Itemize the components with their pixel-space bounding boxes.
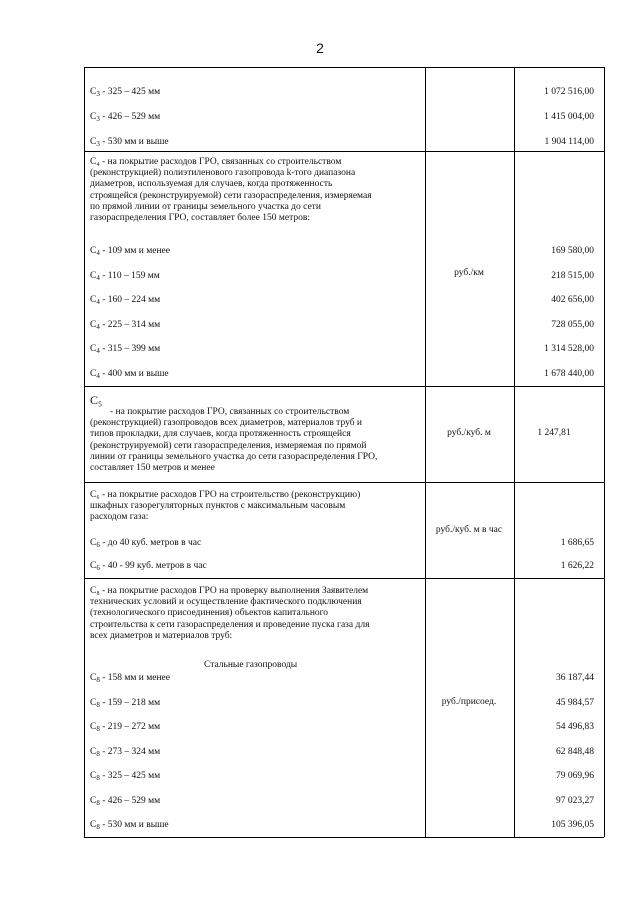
c8-desc-line: строительства к сети газораспределения и проведение пуска газа для (90, 619, 370, 630)
c6-item-value: 1 626,22 (560, 561, 594, 571)
c3-subscript: 3 (96, 90, 100, 98)
c6-desc-line: расходом газа: (90, 512, 149, 523)
c3-range-text: - 426 – 529 мм (99, 112, 161, 122)
c8-range-text: - 219 – 272 мм (99, 722, 161, 732)
c8-symbol: С (90, 673, 97, 683)
c5-description (90, 394, 418, 474)
c8-unit: руб./присоед. (441, 697, 497, 707)
c4-subscript: 4 (96, 249, 100, 257)
c6-symbol: С (90, 538, 97, 548)
c3-item-value: 1 904 114,00 (544, 137, 594, 147)
c5-unit: руб./куб. м (447, 428, 491, 438)
c8-item-value: 62 848,48 (556, 746, 594, 757)
c4-item-value: 218 515,00 (551, 270, 594, 281)
c8-item-label (90, 747, 160, 760)
c4-symbol: С (90, 295, 97, 305)
c8-desc-line: всех диаметров и материалов труб: (90, 630, 233, 641)
table-content (84, 0, 604, 905)
c3-item-label (90, 137, 169, 150)
c6-unit: руб./куб. м в час (435, 525, 503, 535)
c8-range-text: - 159 – 218 мм (99, 697, 161, 708)
c4-item-value: 1 314 528,00 (544, 344, 594, 354)
c5-symbol: С₅ (90, 393, 103, 407)
c8-item-value: 45 984,57 (556, 697, 594, 708)
c8-desc-line: С₈ - на покрытие расходов ГРО на проверку выполнения Заявителем (90, 586, 369, 596)
c8-item-label (90, 796, 160, 809)
c4-subscript: 4 (96, 322, 100, 331)
c3-symbol: С (90, 87, 97, 97)
c4-item-value: 169 580,00 (551, 246, 594, 256)
c8-subscript: 8 (96, 725, 100, 733)
c8-range-text: - 426 – 529 мм (99, 795, 161, 806)
c4-desc-line: строящейся (реконструируемой) сети газораспределения, измеряемая (90, 190, 372, 201)
c3-item-label (90, 87, 160, 100)
c4-range-text: - 109 мм и менее (99, 246, 170, 256)
c6-item-label (90, 561, 207, 574)
c4-symbol: С (90, 344, 97, 354)
c4-desc-line: по прямой линии от границы земельного участка до сети (90, 201, 321, 212)
c8-item-label (90, 698, 160, 711)
page-number: 2 (316, 40, 324, 56)
c6-desc-line: С₆ - на покрытие расходов ГРО на строительство (реконструкцию) (90, 490, 361, 500)
c3-symbol: С (90, 137, 97, 147)
c5-value: 1 247,81 (537, 428, 571, 438)
c4-desc-line: (реконструкцией) полиэтиленового газопровода k-того диапазона (90, 168, 356, 179)
c6-desc-line: шкафных газорегуляторных пунктов с максимальным часовым (90, 501, 346, 512)
c4-item-label (90, 320, 160, 333)
c5-desc-line: (реконструкцией) газопроводов всех диаметров, материалов труб и (90, 418, 362, 429)
c8-item-label (90, 673, 170, 686)
c4-item-label (90, 295, 160, 308)
c3-symbol: С (90, 112, 97, 122)
c6-subscript: 6 (96, 541, 100, 549)
c4-range-text: - 110 – 159 мм (99, 270, 160, 281)
c8-range-text: - 273 – 324 мм (99, 746, 161, 757)
c6-range-text: - 40 - 99 куб. метров в час (99, 561, 207, 571)
c4-desc-line: С₄ - на покрытие расходов ГРО, связанных со строительством (90, 157, 342, 167)
c8-item-label (90, 722, 160, 735)
c8-symbol: С (90, 771, 97, 781)
c4-subscript: 4 (96, 273, 100, 282)
c4-desc-line: газораспределения ГРО, составляет более 150 метров: (90, 213, 310, 224)
c8-subscript: 8 (96, 749, 100, 758)
c8-subscript: 8 (96, 700, 100, 709)
c8-range-text: - 325 – 425 мм (99, 771, 161, 781)
c4-description (90, 157, 418, 224)
c3-subscript: 3 (96, 140, 100, 148)
c4-range-text: - 160 – 224 мм (99, 295, 161, 305)
c4-subscript: 4 (96, 298, 100, 306)
c4-symbol: С (90, 368, 97, 379)
c8-subscript: 8 (96, 676, 100, 684)
c3-item-value: 1 072 516,00 (544, 87, 594, 97)
c4-item-label (90, 369, 169, 382)
c4-desc-line: диаметров, используемая для случаев, когда протяженность (90, 179, 333, 190)
c8-symbol: С (90, 722, 97, 732)
table-right-border (604, 67, 605, 837)
c3-subscript: 3 (96, 115, 100, 123)
c8-range-text: - 530 мм и выше (99, 820, 169, 830)
c8-item-value: 105 396,05 (551, 820, 594, 830)
c4-item-value: 1 678 440,00 (544, 368, 594, 379)
c8-symbol: С (90, 795, 97, 806)
c4-item-label (90, 271, 160, 284)
c8-symbol: С (90, 820, 97, 830)
c3-item-label (90, 112, 160, 125)
c3-range-text: - 325 – 425 мм (99, 87, 161, 97)
c4-item-label (90, 246, 170, 259)
c6-item-value: 1 686,65 (560, 538, 594, 548)
c4-item-label (90, 344, 160, 357)
c6-range-text: - до 40 куб. метров в час (99, 538, 202, 548)
c4-range-text: - 400 мм и выше (99, 368, 169, 379)
c5-desc-line: линии от границы земельного участка до сети газораспределения ГРО, (90, 451, 378, 462)
c8-item-value: 54 496,83 (556, 722, 594, 732)
c4-range-text: - 225 – 314 мм (99, 319, 161, 330)
c4-item-value: 728 055,00 (551, 319, 594, 330)
c8-item-value: 97 023,27 (556, 795, 594, 806)
c3-range-text: - 530 мм и выше (99, 137, 169, 147)
c6-item-label (90, 538, 201, 551)
c8-item-value: 36 187,44 (556, 673, 594, 683)
c4-symbol: С (90, 319, 97, 330)
c4-range-text: - 315 – 399 мм (99, 344, 161, 354)
c6-symbol: С (90, 561, 97, 571)
c4-symbol: С (90, 270, 97, 281)
c4-symbol: С (90, 246, 97, 256)
c8-subscript: 8 (96, 774, 100, 782)
c8-symbol: С (90, 746, 97, 757)
c8-symbol: С (90, 697, 97, 708)
c8-item-value: 79 069,96 (556, 771, 594, 781)
c5-desc-line: составляет 150 метров и менее (90, 463, 215, 474)
c5-desc-line: типов прокладки, для случаев, когда протяженность строящейся (90, 429, 351, 440)
c8-description (90, 586, 418, 642)
c4-subscript: 4 (96, 347, 100, 355)
c4-subscript: 4 (96, 371, 100, 380)
c4-unit: руб./км (454, 268, 484, 278)
c8-subscript: 8 (96, 823, 100, 831)
c5-desc-line: (реконструируемой) сети газораспределения, измеряемая по прямой (90, 440, 367, 451)
c6-subscript: 6 (96, 564, 100, 572)
c4-item-value: 402 656,00 (551, 295, 594, 305)
c8-item-label (90, 820, 169, 833)
c8-range-text: - 158 мм и менее (99, 673, 170, 683)
c8-subheading: Стальные газопроводы (204, 660, 298, 670)
c8-desc-line: технических условий и осуществление фактического подключения (90, 597, 362, 608)
c6-description (90, 490, 418, 524)
c8-subscript: 8 (96, 798, 100, 807)
c3-item-value: 1 415 004,00 (544, 112, 594, 122)
c5-desc-line: - на покрытие расходов ГРО, связанных со строительством (110, 407, 350, 417)
c8-item-label (90, 771, 160, 784)
c8-desc-line: (технологического присоединения) объектов капитального (90, 608, 329, 619)
